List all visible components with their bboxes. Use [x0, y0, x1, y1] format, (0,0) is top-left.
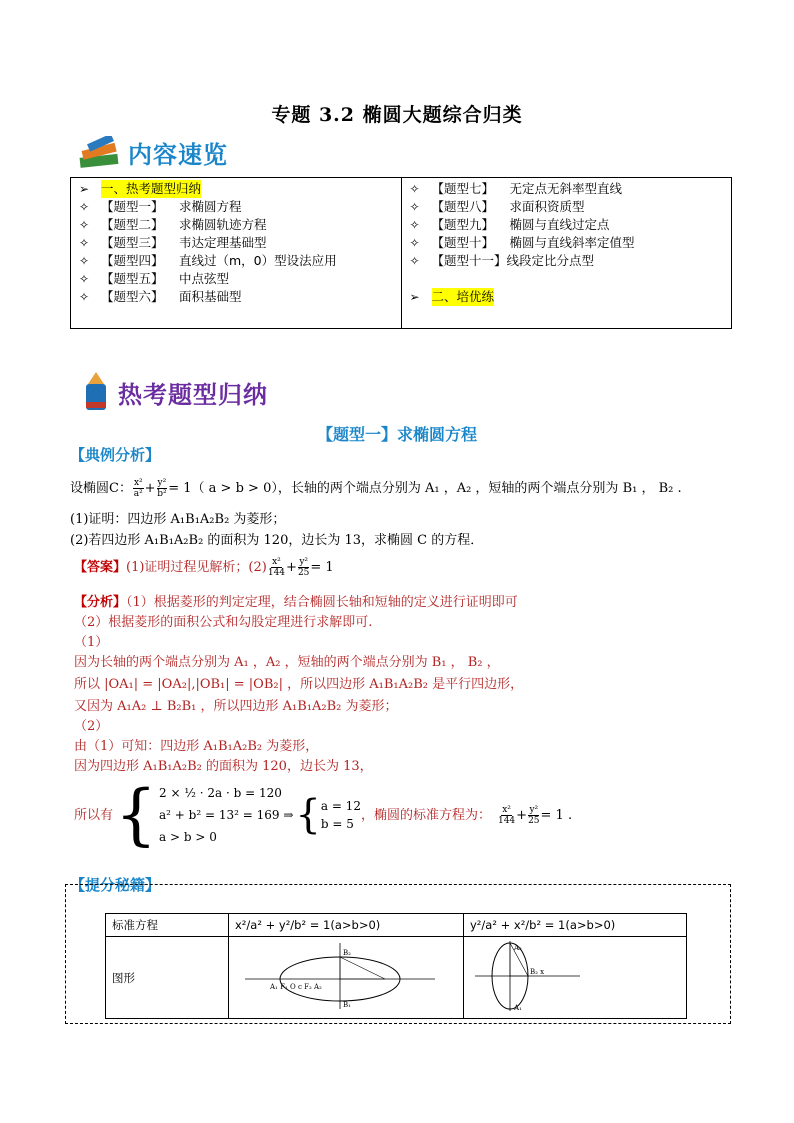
- equation-system: 所以有 { 2 × ½ · 2a · b = 120 a² + b² = 13² = 169 ⇒ a > b > 0 { a = 12 b = 5 ，椭圆的标准方程为： $\frac{\text{x²}}{144}$ + $\frac{\text{y²}}{25}$ = 1 .: [74, 776, 573, 853]
- toc-item[interactable]: ✧ 【题型九】 椭圆与直线过定点: [409, 217, 610, 232]
- svg-text:A₁ F₁ O c F₂ A₂: A₁ F₁ O c F₂ A₂: [270, 983, 322, 991]
- toc-item[interactable]: ✧ 【题型七】 无定点无斜率型直线: [409, 181, 623, 196]
- fraction: $\frac{\text{y²}}{\text{b²}}$: [157, 478, 167, 499]
- problem-statement: 设椭圆C： $\frac{\text{x²}}{\text{a²}}$ + $\frac{\text{y²}}{\text{b²}}$ = 1（ a > b > 0），长轴的两个端点分别为 A₁ ，A₂ ，短轴的两个端点分别为 B₁ ， B₂ .: [70, 478, 682, 499]
- analysis-line-1: 【分析】（1）根据菱形的判定定理，结合椭圆长轴和短轴的定义进行证明即可: [74, 595, 518, 610]
- vertical-ellipse-figure: [470, 940, 590, 1012]
- type-title: 【题型一】求椭圆方程: [316, 425, 477, 444]
- toc-item[interactable]: ✧ 【题型四】 直线过（m，0）型设法应用: [79, 253, 337, 268]
- svg-text:A₂: A₂: [514, 944, 522, 952]
- table-cell: x²/a² + y²/b² = 1(a>b>0): [229, 914, 464, 937]
- toc-item[interactable]: ✧ 【题型三】 韦达定理基础型: [79, 235, 267, 250]
- table-row: [106, 937, 687, 1019]
- horizontal-ellipse-figure: [235, 941, 445, 1011]
- svg-text:B₂: B₂: [343, 949, 351, 957]
- toc-item[interactable]: ✧ 【题型一】 求椭圆方程: [79, 199, 242, 214]
- fraction: $\frac{\text{x²}}{\text{a²}}$: [133, 478, 143, 499]
- solution-line: 又因为 A₁A₂ ⊥ B₂B₁ ，所以四边形 A₁B₁A₂B₂ 为菱形；: [74, 699, 398, 714]
- books-icon: [78, 136, 122, 170]
- solution-line: 所以 |OA₁| = |OA₂|,|OB₁| = |OB₂| ，所以四边形 A₁B₁A₂B₂ 是平行四边形，: [74, 677, 524, 692]
- solution-line: 由（1）可知：四边形 A₁B₁A₂B₂ 为菱形，: [74, 739, 319, 754]
- hot-banner: [80, 372, 268, 412]
- fraction: $\frac{\text{y²}}{25}$: [297, 557, 310, 578]
- ellipse-comparison-table: [105, 913, 687, 1019]
- toc-item[interactable]: ✧ 【题型五】 中点弦型: [79, 271, 230, 286]
- solution-line: 因为长轴的两个端点分别为 A₁ ，A₂ ，短轴的两个端点分别为 B₁ ， B₂ ，: [74, 655, 500, 670]
- table-row: [106, 914, 687, 937]
- question-2: (2)若四边形 A₁B₁A₂B₂ 的面积为 120，边长为 13，求椭圆 C 的方程．: [70, 533, 484, 548]
- toc-item[interactable]: ✧ 【题型二】 求椭圆轨迹方程: [79, 217, 267, 232]
- solution-line: （2）: [74, 719, 109, 734]
- example-heading: 【典例分析】: [70, 446, 161, 464]
- toc-right: [401, 178, 732, 328]
- page-title: 专题 3.2 椭圆大题综合归类: [271, 104, 523, 126]
- toc-item[interactable]: ✧ 【题型十一】 线段定比分点型: [409, 253, 595, 268]
- fraction: $\frac{\text{x²}}{144}$: [267, 557, 286, 578]
- overview-banner-text: 内容速览: [128, 141, 228, 169]
- fraction: $\frac{\text{y²}}{25}$: [528, 804, 540, 826]
- table-cell: 图形: [106, 937, 229, 1019]
- overview-banner: [78, 135, 228, 170]
- tips-heading: 【提分秘籍】: [70, 876, 161, 894]
- svg-text:B₂ x: B₂ x: [530, 968, 545, 976]
- pencil-icon: [80, 372, 112, 412]
- question-1: (1)证明：四边形 A₁B₁A₂B₂ 为菱形；: [70, 512, 286, 527]
- table-cell: y²/a² + x²/b² = 1(a>b>0): [464, 914, 687, 937]
- fraction: $\frac{\text{x²}}{144}$: [497, 804, 516, 826]
- toc-item[interactable]: ➢ 二、培优练: [409, 289, 495, 304]
- hot-banner-text: 热考题型归纳: [118, 380, 268, 409]
- svg-text:B₁: B₁: [343, 1001, 351, 1009]
- toc-item[interactable]: ➢ 一、热考题型归纳: [79, 181, 202, 196]
- toc-item[interactable]: ✧ 【题型十】 椭圆与直线斜率定值型: [409, 235, 635, 250]
- table-cell: [464, 937, 687, 1019]
- toc-table: [70, 177, 732, 329]
- solution-line: 因为四边形 A₁B₁A₂B₂ 的面积为 120，边长为 13，: [74, 759, 373, 774]
- solution-line: （1）: [74, 635, 109, 650]
- toc-item[interactable]: ✧ 【题型八】 求面积资质型: [409, 199, 585, 214]
- table-cell: 标准方程: [106, 914, 229, 937]
- answer-line: 【答案】 (1)证明过程见解析；(2) $\frac{\text{x²}}{144}$ + $\frac{\text{y²}}{25}$ = 1: [74, 557, 334, 578]
- toc-left: [71, 178, 401, 328]
- svg-text:A₁: A₁: [514, 1004, 522, 1012]
- analysis-line-2: （2）根据菱形的面积公式和勾股定理进行求解即可.: [74, 615, 373, 630]
- toc-item[interactable]: ✧ 【题型六】 面积基础型: [79, 289, 242, 304]
- table-cell: [229, 937, 464, 1019]
